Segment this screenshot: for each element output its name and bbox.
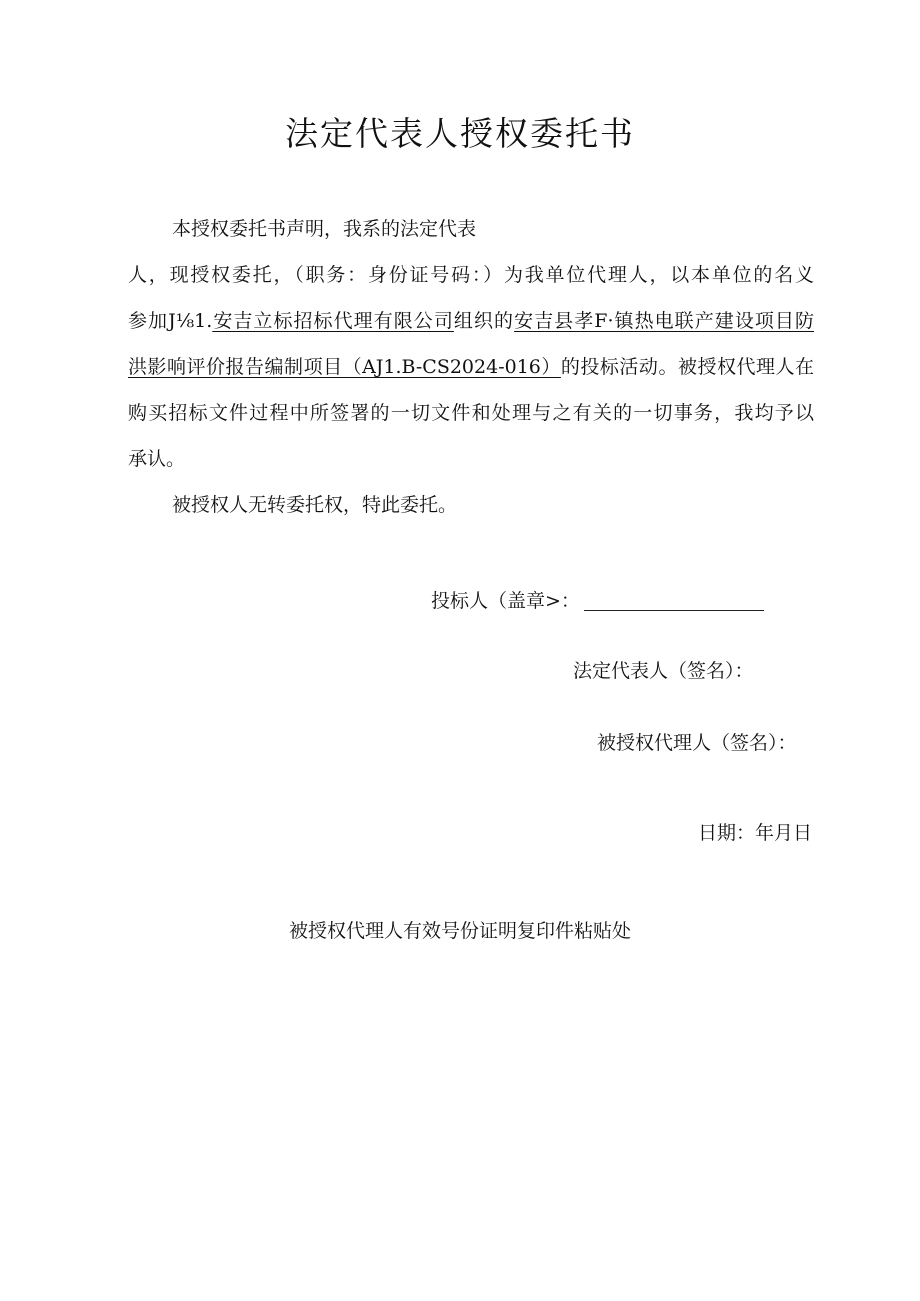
legal-rep-signature-row (573, 656, 754, 683)
document-title: 法定代表人授权委托书 (285, 114, 635, 153)
para1-line3-prefix: 参加J⅛1. (128, 310, 213, 332)
para1-line6: 承认。 (128, 448, 186, 470)
para2: 被授权人无转委托权，特此委托。 (172, 494, 458, 516)
bidder-seal-row (431, 586, 764, 613)
para1-line5: 购买招标文件过程中所签署的一切文件和处理与之有关的一切事务，我均予以 (128, 402, 814, 424)
para1-line4 (128, 344, 814, 390)
project-name-part1: 安吉县孝F·镇热电联产建设项目防 (514, 310, 814, 332)
para1-line1: 本授权委托书声明，我系的法定代表 (172, 218, 477, 240)
para1-line3-mid: 组织的 (453, 310, 515, 332)
project-name-part2: 洪影响评价报告编制项目（AJ1.B-CS2024-016） (128, 356, 561, 378)
authorization-body (128, 206, 814, 528)
para1-line3 (128, 298, 814, 344)
bidder-seal-blank (584, 590, 764, 611)
id-copy-paste-note: 被授权代理人有效号份证明复印件粘贴处 (288, 920, 631, 942)
agent-signature-label: 被授权代理人（签名）： (597, 732, 797, 754)
agent-signature-row (597, 728, 797, 755)
bidder-seal-label: 投标人（盖章>： (431, 590, 580, 612)
legal-rep-signature-label: 法定代表人（签名）： (573, 660, 754, 682)
para1-line4-suffix: 的投标活动。被授权代理人在 (560, 356, 814, 378)
agency-name: 安吉立标招标代理有限公司 (212, 310, 454, 332)
date-row (698, 818, 812, 845)
para1-line2: 人，现授权委托，（职务：身份证号码：）为我单位代理人，以本单位的名义 (128, 264, 814, 286)
date-label: 日期：年月日 (698, 822, 813, 844)
